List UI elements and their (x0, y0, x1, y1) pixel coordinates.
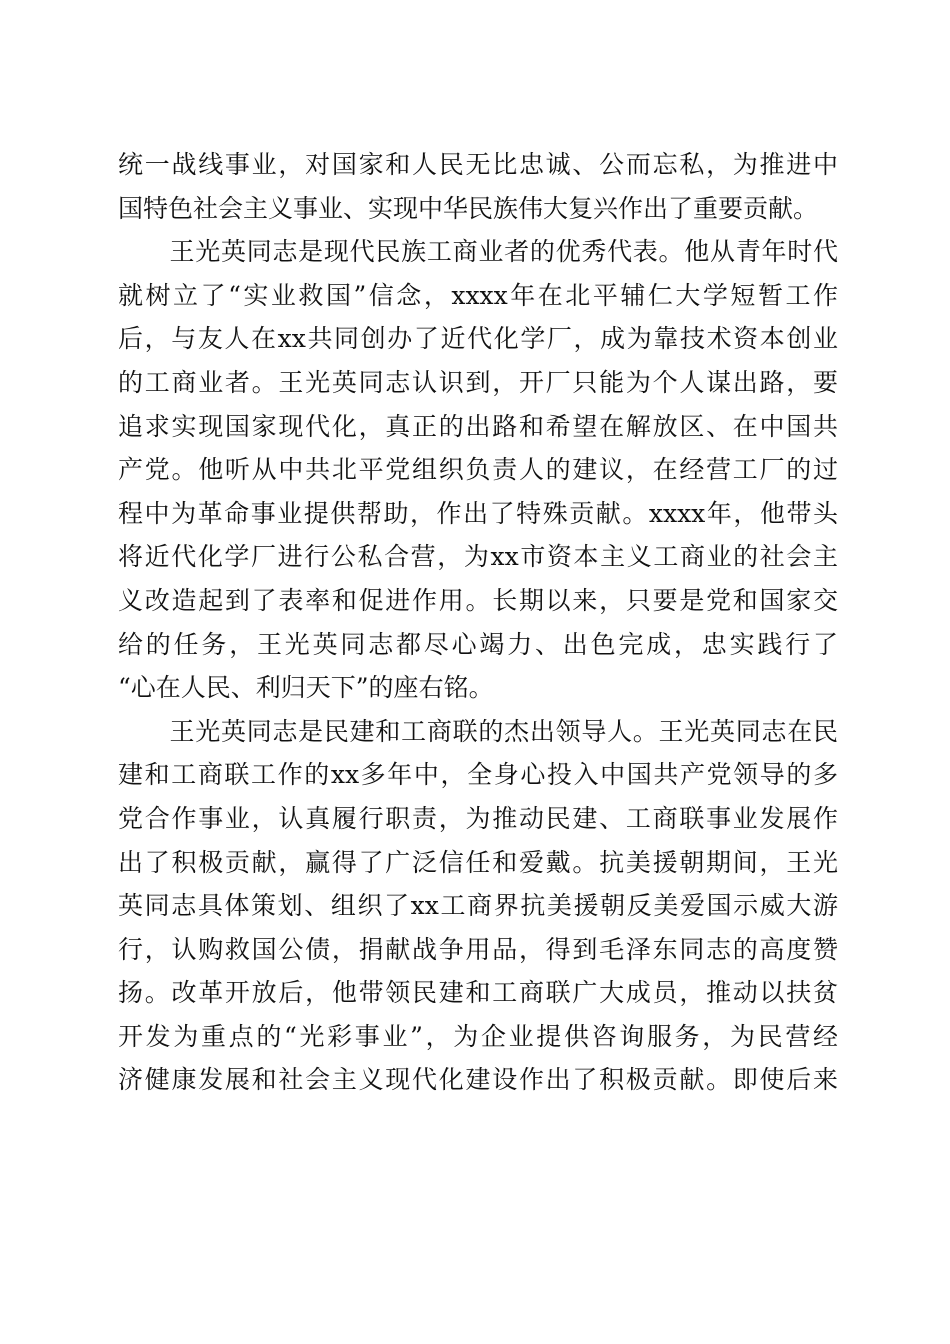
paragraph-1 (118, 143, 838, 230)
text-line: 统一战线事业，对国家和人民无比忠诚、公而忘私，为推进中 (118, 150, 838, 179)
text-line: 国特色社会主义事业、实现中华民族伟大复兴作出了重要贡献。 (118, 193, 819, 223)
text-line: 给的任务，王光英同志都尽心竭力、出色完成，忠实践行了 (118, 629, 838, 659)
text-line: 义改造起到了表率和促进作用。长期以来，只要是党和国家交 (118, 585, 838, 615)
text-line: 出了积极贡献，赢得了广泛信任和爱戴。抗美援朝期间，王光 (118, 847, 838, 877)
text-line: 建和工商联工作的xx多年中，全身心投入中国共产党领导的多 (118, 760, 838, 790)
text-line: “心在人民、利归天下”的座右铭。 (118, 673, 494, 703)
text-line: 后，与友人在xx共同创办了近代化学厂，成为靠技术资本创业 (118, 324, 838, 354)
text-line: 行，认购救国公债，捐献战争用品，得到毛泽东同志的高度赞 (118, 934, 838, 964)
text-line: 王光英同志是民建和工商联的杰出领导人。王光英同志在民 (118, 716, 838, 746)
text-line: 产党。他听从中共北平党组织负责人的建议，在经营工厂的过 (118, 455, 838, 485)
text-line: 党合作事业，认真履行职责，为推动民建、工商联事业发展作 (118, 803, 838, 833)
text-line: 程中为革命事业提供帮助，作出了特殊贡献。xxxx年，他带头 (118, 498, 838, 528)
paragraph-3 (118, 710, 838, 1102)
text-line: 追求实现国家现代化，真正的出路和希望在解放区、在中国共 (118, 411, 838, 441)
paragraph-2 (118, 230, 838, 710)
text-line: 就树立了“实业救国”信念，xxxx年在北平辅仁大学短暂工作 (118, 280, 838, 310)
text-line: 将近代化学厂进行公私合营，为xx市资本主义工商业的社会主 (118, 542, 838, 572)
text-line: 英同志具体策划、组织了xx工商界抗美援朝反美爱国示威大游 (118, 891, 838, 921)
text-line: 开发为重点的“光彩事业”，为企业提供咨询服务，为民营经 (118, 1021, 838, 1051)
text-line: 王光英同志是现代民族工商业者的优秀代表。他从青年时代 (118, 237, 838, 267)
document-body (118, 143, 838, 1102)
text-line: 扬。改革开放后，他带领民建和工商联广大成员，推动以扶贫 (118, 978, 838, 1008)
text-line: 济健康发展和社会主义现代化建设作出了积极贡献。即使后来 (118, 1065, 838, 1095)
text-line: 的工商业者。王光英同志认识到，开厂只能为个人谋出路，要 (118, 367, 838, 397)
